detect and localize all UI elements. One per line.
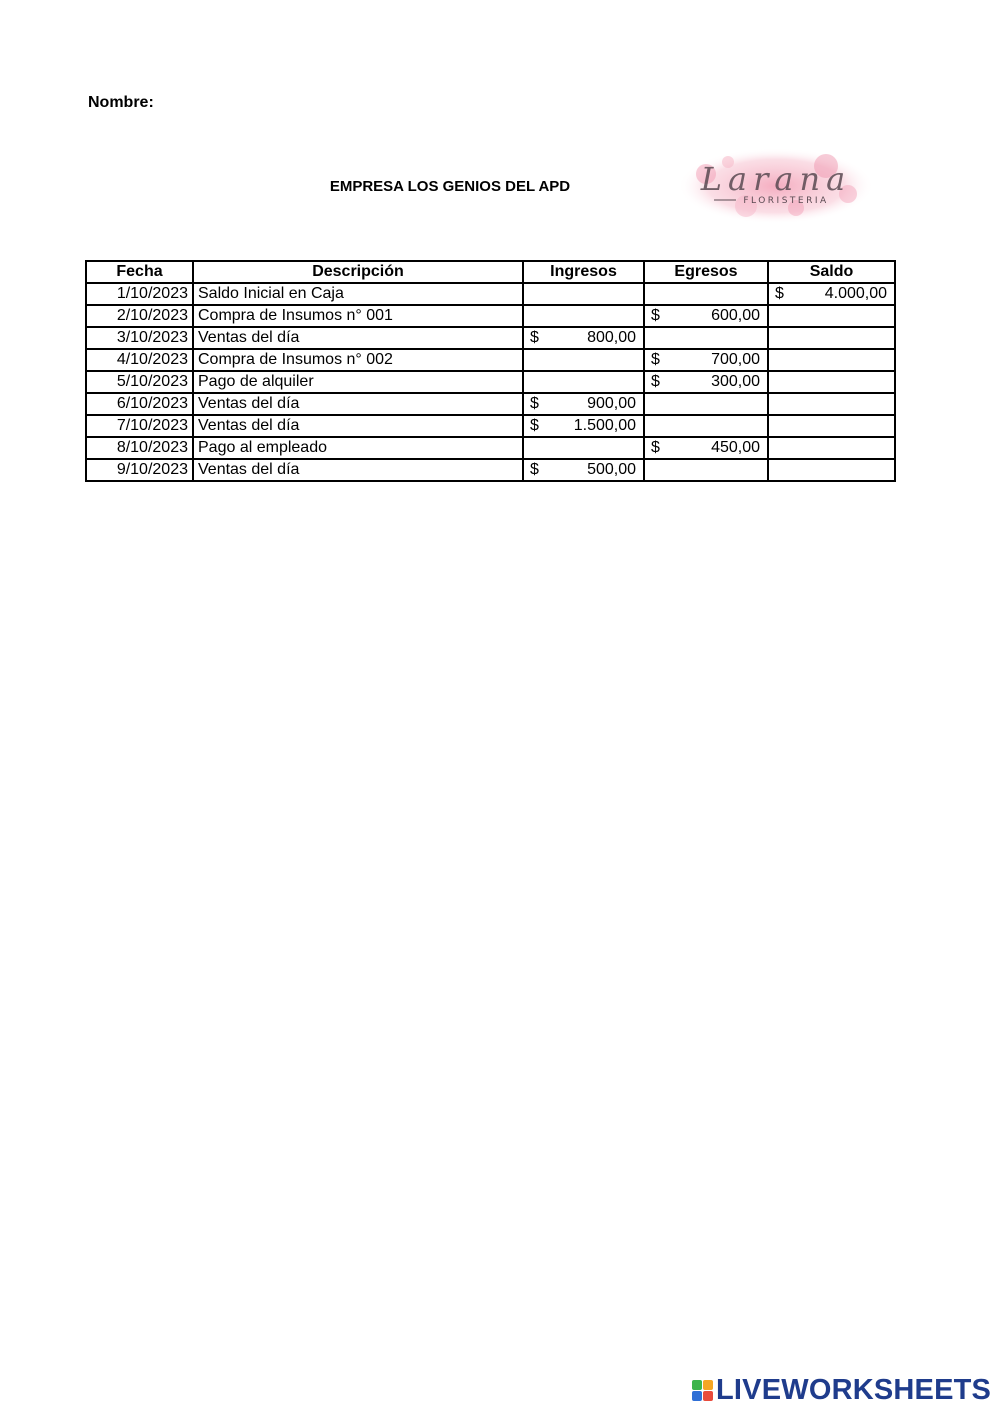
cell-egresos <box>644 305 768 327</box>
cell-fecha: 3/10/2023 <box>86 327 193 349</box>
cell-ingresos <box>523 459 644 481</box>
cell-descripcion: Pago de alquiler <box>193 371 523 393</box>
name-label: Nombre: <box>88 94 154 111</box>
amount-value: 1.500,00 <box>573 417 636 434</box>
currency-symbol: $ <box>651 351 660 368</box>
liveworksheets-logo-icon <box>692 1380 713 1401</box>
company-title: EMPRESA LOS GENIOS DEL APD <box>329 178 571 195</box>
cell-ingresos <box>523 437 644 459</box>
table-row <box>86 393 895 415</box>
logo-square-3 <box>692 1391 702 1401</box>
cell-fecha: 2/10/2023 <box>86 305 193 327</box>
cell-descripcion: Ventas del día <box>193 459 523 481</box>
currency-symbol: $ <box>530 461 539 478</box>
cell-egresos <box>644 371 768 393</box>
cell-egresos <box>644 393 768 415</box>
column-header-descripcion: Descripción <box>193 261 523 283</box>
table-row <box>86 349 895 371</box>
cell-egresos <box>644 327 768 349</box>
currency-symbol: $ <box>651 307 660 324</box>
currency-symbol: $ <box>530 395 539 412</box>
cell-fecha: 4/10/2023 <box>86 349 193 371</box>
cell-ingresos <box>523 305 644 327</box>
liveworksheets-brand <box>692 1374 991 1406</box>
cell-saldo <box>768 459 895 481</box>
cell-saldo <box>768 305 895 327</box>
cell-egresos <box>644 415 768 437</box>
logo-subtitle: FLORISTERIA <box>743 196 829 206</box>
amount-value: 300,00 <box>711 373 760 390</box>
cell-fecha: 5/10/2023 <box>86 371 193 393</box>
amount-value: 600,00 <box>711 307 760 324</box>
cell-descripcion: Ventas del día <box>193 415 523 437</box>
cell-descripcion: Ventas del día <box>193 327 523 349</box>
logo-square-2 <box>703 1380 713 1390</box>
logo-script-text: Larana <box>700 160 852 198</box>
cell-saldo <box>768 283 895 305</box>
floristeria-logo <box>676 144 876 228</box>
cell-egresos <box>644 459 768 481</box>
cell-saldo <box>768 393 895 415</box>
cell-egresos <box>644 349 768 371</box>
cell-saldo <box>768 437 895 459</box>
cell-descripcion: Compra de Insumos n° 002 <box>193 349 523 371</box>
cell-ingresos <box>523 349 644 371</box>
cell-descripcion: Pago al empleado <box>193 437 523 459</box>
cell-descripcion: Ventas del día <box>193 393 523 415</box>
table-row <box>86 415 895 437</box>
cell-descripcion: Compra de Insumos n° 001 <box>193 305 523 327</box>
cell-saldo <box>768 327 895 349</box>
logo-square-1 <box>692 1380 702 1390</box>
cell-saldo <box>768 371 895 393</box>
table-row <box>86 459 895 481</box>
table-header-row <box>86 261 895 283</box>
cell-fecha: 6/10/2023 <box>86 393 193 415</box>
amount-value: 450,00 <box>711 439 760 456</box>
cell-ingresos <box>523 283 644 305</box>
amount-value: 900,00 <box>587 395 636 412</box>
logo-square-4 <box>703 1391 713 1401</box>
cell-fecha: 9/10/2023 <box>86 459 193 481</box>
column-header-fecha: Fecha <box>86 261 193 283</box>
table-row <box>86 283 895 305</box>
amount-value: 700,00 <box>711 351 760 368</box>
cell-ingresos <box>523 393 644 415</box>
table-row <box>86 437 895 459</box>
column-header-egresos: Egresos <box>644 261 768 283</box>
currency-symbol: $ <box>530 417 539 434</box>
table-row <box>86 371 895 393</box>
amount-value: 800,00 <box>587 329 636 346</box>
liveworksheets-wordmark: LIVEWORKSHEETS <box>716 1373 992 1406</box>
cell-saldo <box>768 349 895 371</box>
currency-symbol: $ <box>775 285 784 302</box>
cell-ingresos <box>523 327 644 349</box>
cell-fecha: 7/10/2023 <box>86 415 193 437</box>
amount-value: 4.000,00 <box>824 285 887 302</box>
cell-descripcion: Saldo Inicial en Caja <box>193 283 523 305</box>
column-header-ingresos: Ingresos <box>523 261 644 283</box>
table-row <box>86 305 895 327</box>
cell-fecha: 8/10/2023 <box>86 437 193 459</box>
cell-egresos <box>644 283 768 305</box>
table-row <box>86 327 895 349</box>
cell-saldo <box>768 415 895 437</box>
column-header-saldo: Saldo <box>768 261 895 283</box>
cell-egresos <box>644 437 768 459</box>
cell-ingresos <box>523 371 644 393</box>
amount-value: 500,00 <box>587 461 636 478</box>
currency-symbol: $ <box>651 439 660 456</box>
currency-symbol: $ <box>651 373 660 390</box>
cell-fecha: 1/10/2023 <box>86 283 193 305</box>
currency-symbol: $ <box>530 329 539 346</box>
cell-ingresos <box>523 415 644 437</box>
cash-ledger-table <box>85 260 896 482</box>
